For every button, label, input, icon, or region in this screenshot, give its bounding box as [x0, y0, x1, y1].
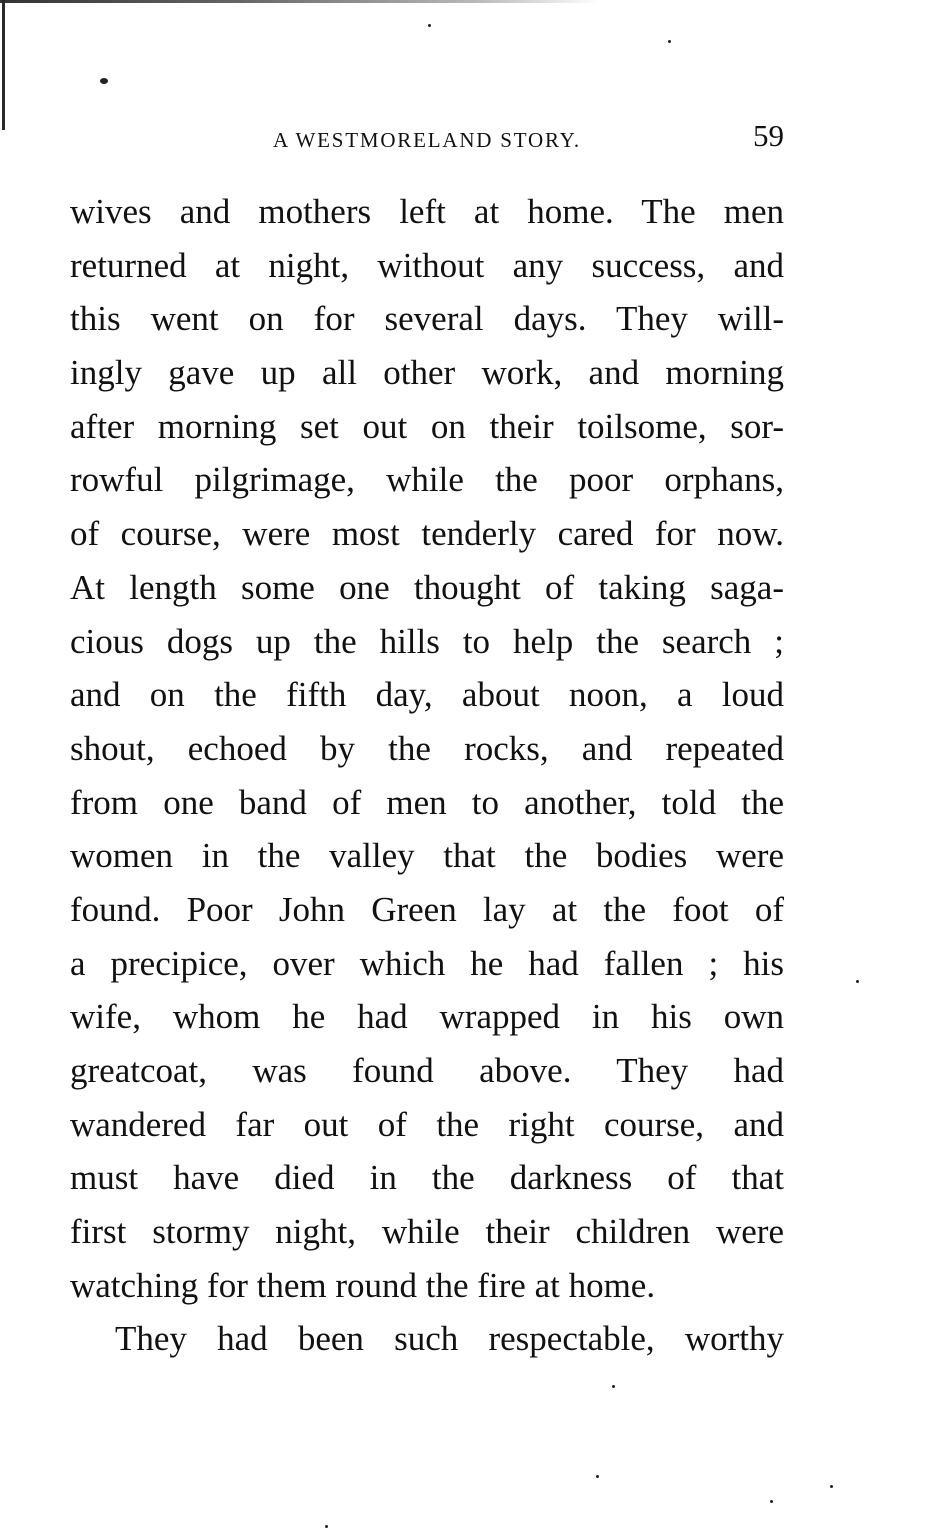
scan-top-edge	[0, 0, 600, 3]
text-line: wandered far out of the right course, and	[70, 1104, 784, 1144]
scan-speck	[668, 40, 671, 43]
running-head	[70, 118, 784, 158]
body-text	[70, 185, 784, 1366]
text-line: found. Poor John Green lay at the foot of	[70, 889, 784, 929]
text-line: ingly gave up all other work, and morning	[70, 353, 784, 393]
text-line: greatcoat, was found above. They had	[70, 1051, 784, 1090]
text-line: a precipice, over which he had fallen ; his	[70, 943, 784, 983]
text-line: At length some one thought of taking saga-	[70, 567, 784, 607]
text-line: from one band of men to another, told the	[70, 782, 784, 822]
page-number: 59	[753, 118, 784, 153]
running-title: A WESTMORELAND STORY.	[273, 128, 581, 152]
text-line: shout, echoed by the rocks, and repeated	[70, 728, 784, 768]
text-line: rowful pilgrimage, while the poor orphans,	[70, 460, 784, 500]
scan-speck	[856, 980, 859, 983]
text-line: watching for them round the fire at home.	[70, 1265, 656, 1305]
scan-speck	[325, 1525, 328, 1528]
text-line: women in the valley that the bodies were	[70, 836, 784, 876]
scan-speck	[830, 1485, 833, 1488]
scan-speck	[100, 78, 108, 84]
scan-left-edge	[2, 0, 5, 130]
text-line: and on the fifth day, about noon, a loud	[70, 675, 784, 715]
text-line: of course, were most tenderly cared for now.	[70, 514, 784, 554]
text-line: this went on for several days. They will-	[70, 299, 784, 339]
text-line: after morning set out on their toilsome, sor-	[70, 406, 784, 446]
scan-speck	[596, 1475, 599, 1478]
text-line: wife, whom he had wrapped in his own	[70, 997, 784, 1037]
text-line: cious dogs up the hills to help the search ;	[70, 621, 784, 661]
scan-speck	[428, 24, 431, 27]
text-line: returned at night, without any success, and	[70, 245, 784, 285]
text-line: must have died in the darkness of that	[70, 1158, 784, 1198]
text-line: first stormy night, while their children were	[70, 1212, 784, 1252]
scan-speck	[612, 1385, 615, 1388]
paragraph-start-line: They had been such respectable, worthy	[115, 1319, 784, 1359]
scan-speck	[770, 1500, 773, 1503]
text-line: wives and mothers left at home. The men	[70, 192, 784, 231]
